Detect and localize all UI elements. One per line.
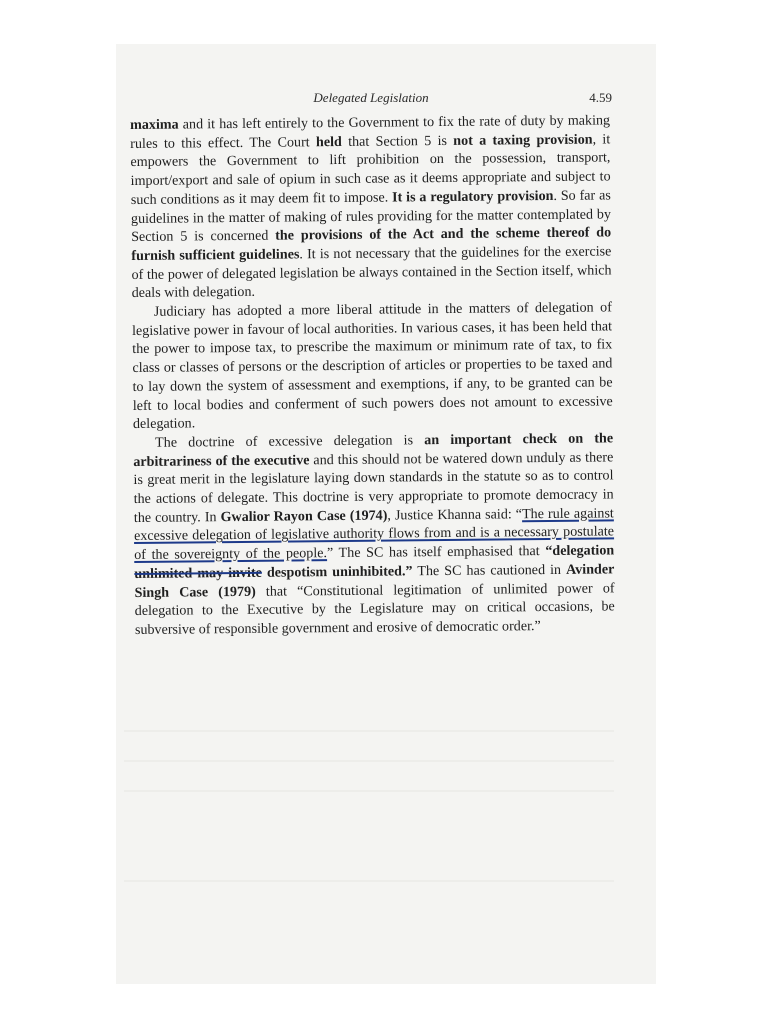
body-text: and this should not be watered down unduly as there is great merit in the legislature laying down standards in the statute so as to control the actions of delegate. This doctrine is very appropriate to promote democracy in the country. In [133, 449, 614, 526]
case-name: Avinder Singh Case (1979) [134, 561, 615, 601]
body-text: The SC has cautioned in [412, 561, 567, 580]
show-through-line [124, 880, 614, 882]
show-through-line [124, 790, 614, 792]
bold-text: an important check on the arbitrariness of the executive [133, 430, 614, 470]
bold-text: the provisions of the Act and the scheme thereof do furnish sufficient guidelines [131, 224, 612, 264]
bold-text: It is a regulatory provision [392, 187, 554, 206]
body-text: , it empowers the Government to lift prohibition on the possession, transport, import/export and sale of opium in such case as it deems appropriate and subject to such conditions as it may deem fit to impose. [130, 131, 611, 208]
body-text: ” The SC has itself emphasised that [326, 543, 546, 562]
show-through-line [124, 760, 614, 762]
bold-text: not a taxing provision [453, 131, 593, 149]
paragraph-2: Judiciary has adopted a more liberal attitude in the matters of delegation of legislative power in favour of local authorities. In various cases, it has been held that the power to impose tax, to prescribe the maximum or minimum rate of tax, to fix class or classes of persons or the description of articles or properties to be taxed and to lay down the system of assessment and exemptions, if any, to be granted can be left to local bodies and conferment of such powers does not amount to excessive delegation. [131, 299, 613, 433]
underlined-quote: The rule against excessive delegation of legislative authority flows from and is a necessary postulate of the sovereignty of the people. [133, 505, 615, 564]
paragraph-3 [133, 429, 615, 639]
paragraph-1 [130, 111, 612, 303]
bold-text: held [315, 133, 342, 150]
body-text: that Section 5 is [341, 132, 454, 150]
bold-text: maxima [130, 116, 179, 133]
body-text: that “Constitutional legitimation of unlimited power of delegation to the Executive by the Legislature may on critical occasions, be subversive of responsible government and erosive of democratic order.” [134, 579, 615, 638]
body-text: The doctrine of excessive delegation is [155, 432, 425, 451]
body-text: and it has left entirely to the Government to fix the rate of duty by making rules to this effect. The Court [130, 112, 611, 152]
page-body [130, 111, 615, 639]
page-header [130, 90, 612, 110]
body-text: . So far as guidelines in the matter of making of rules providing for the matter contemplated by Section 5 is concerned [130, 187, 612, 246]
running-title: Delegated Legislation [313, 90, 429, 105]
case-name: Gwalior Rayon Case (1974) [220, 507, 388, 525]
show-through-line [124, 730, 614, 732]
bold-text: despotism uninhibited.” [261, 563, 413, 581]
bold-text: “delegation [545, 542, 615, 560]
body-text: , Justice Khanna said: “ [387, 506, 523, 524]
body-text: . It is not necessary that the guidelines for the exercise of the power of delegated legislation be always contained in the Section itself, which deals with delegation. [131, 243, 612, 302]
struck-text: unlimited may invite [134, 564, 262, 582]
page-number: 4.59 [589, 90, 612, 105]
